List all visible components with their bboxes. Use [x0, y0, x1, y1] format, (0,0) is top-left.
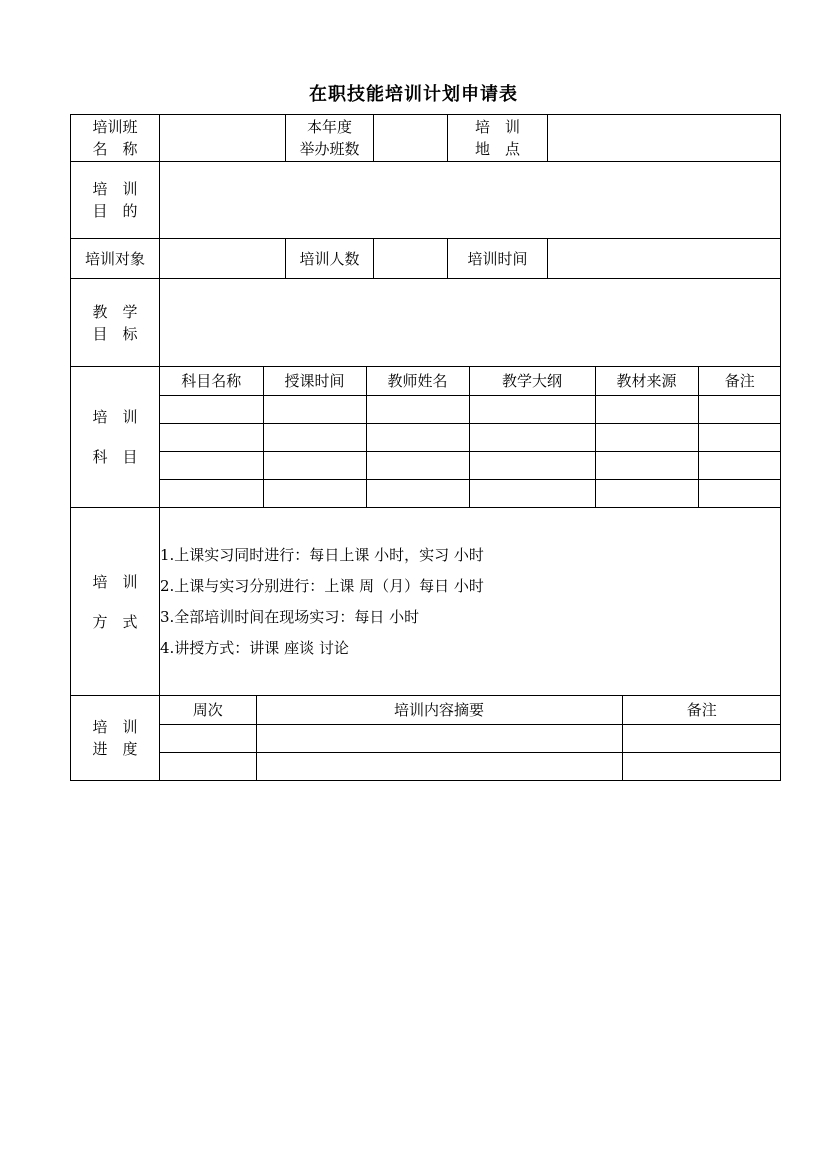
- row-progress: [71, 696, 781, 781]
- table-cell[interactable]: [595, 395, 698, 423]
- remarks-header: 备注: [698, 367, 781, 395]
- table-cell[interactable]: [698, 451, 781, 479]
- table-cell[interactable]: [263, 451, 366, 479]
- table-cell[interactable]: [469, 451, 595, 479]
- table-cell[interactable]: [698, 479, 781, 507]
- table-row: [160, 479, 781, 507]
- method-item-3: 3.全部培训时间在现场实习：每日 小时: [160, 607, 420, 626]
- training-location-label: 培 训 地 点: [448, 115, 548, 162]
- training-methods-label: 培 训 方 式: [71, 508, 160, 696]
- training-purpose-field[interactable]: [160, 162, 781, 239]
- table-cell[interactable]: [366, 451, 469, 479]
- row-subjects: [71, 367, 781, 508]
- training-location-field[interactable]: [548, 115, 781, 162]
- progress-remarks-header: 备注: [622, 696, 781, 724]
- subject-name-header: 科目名称: [160, 367, 263, 395]
- table-cell[interactable]: [160, 752, 256, 780]
- table-cell[interactable]: [595, 479, 698, 507]
- table-cell[interactable]: [256, 724, 622, 752]
- week-header: 周次: [160, 696, 256, 724]
- table-cell[interactable]: [160, 423, 263, 451]
- training-methods-list: [160, 508, 781, 696]
- training-target-label: 培训对象: [71, 239, 160, 279]
- syllabus-header: 教学大纲: [469, 367, 595, 395]
- table-cell[interactable]: [469, 423, 595, 451]
- table-row: [160, 451, 781, 479]
- table-cell[interactable]: [469, 479, 595, 507]
- subjects-header-row: [160, 367, 781, 395]
- table-cell[interactable]: [256, 752, 622, 780]
- textbook-source-header: 教材来源: [595, 367, 698, 395]
- training-subjects-label: 培 训 科 目: [71, 367, 160, 508]
- training-people-field[interactable]: [374, 239, 448, 279]
- table-cell[interactable]: [595, 451, 698, 479]
- table-cell[interactable]: [595, 423, 698, 451]
- table-cell[interactable]: [263, 395, 366, 423]
- row-teaching-goal: [71, 279, 781, 367]
- table-cell[interactable]: [160, 451, 263, 479]
- form-title: 在职技能培训计划申请表: [309, 84, 518, 105]
- table-cell[interactable]: [366, 423, 469, 451]
- progress-table-cell: [160, 696, 781, 781]
- teaching-goal-label: 教 学 目 标: [71, 279, 160, 367]
- class-name-label: 培训班 名 称: [71, 115, 160, 162]
- table-cell[interactable]: [622, 752, 781, 780]
- table-row: [160, 752, 781, 780]
- row-target: [71, 239, 781, 279]
- subjects-table: [160, 367, 781, 507]
- table-cell[interactable]: [366, 395, 469, 423]
- table-cell[interactable]: [622, 724, 781, 752]
- table-cell[interactable]: [698, 395, 781, 423]
- annual-class-count-field[interactable]: [374, 115, 448, 162]
- lecture-time-header: 授课时间: [263, 367, 366, 395]
- row-class-info: [71, 115, 781, 162]
- table-cell[interactable]: [263, 479, 366, 507]
- training-time-label: 培训时间: [448, 239, 548, 279]
- training-time-field[interactable]: [548, 239, 781, 279]
- training-target-field[interactable]: [160, 239, 286, 279]
- content-summary-header: 培训内容摘要: [256, 696, 622, 724]
- progress-header-row: [160, 696, 781, 724]
- class-name-field[interactable]: [160, 115, 286, 162]
- teacher-name-header: 教师姓名: [366, 367, 469, 395]
- progress-table: [160, 696, 781, 780]
- table-cell[interactable]: [366, 479, 469, 507]
- method-item-2: 2.上课与实习分别进行：上课 周（月）每日 小时: [160, 576, 484, 595]
- row-methods: [71, 508, 781, 696]
- subjects-table-cell: [160, 367, 781, 508]
- method-item-1: 1.上课实习同时进行：每日上课 小时，实习 小时: [160, 545, 484, 564]
- method-item-4: 4.讲授方式：讲课 座谈 讨论: [160, 638, 349, 657]
- training-progress-label: 培 训 进 度: [71, 696, 160, 781]
- table-cell[interactable]: [160, 395, 263, 423]
- annual-class-count-label: 本年度 举办班数: [286, 115, 374, 162]
- table-row: [160, 423, 781, 451]
- table-cell[interactable]: [263, 423, 366, 451]
- training-purpose-label: 培 训 目 的: [71, 162, 160, 239]
- table-cell[interactable]: [160, 724, 256, 752]
- table-cell[interactable]: [698, 423, 781, 451]
- table-row: [160, 395, 781, 423]
- row-purpose: [71, 162, 781, 239]
- table-cell[interactable]: [469, 395, 595, 423]
- table-cell[interactable]: [160, 479, 263, 507]
- teaching-goal-field[interactable]: [160, 279, 781, 367]
- table-row: [160, 724, 781, 752]
- training-people-label: 培训人数: [286, 239, 374, 279]
- application-form: [70, 114, 781, 781]
